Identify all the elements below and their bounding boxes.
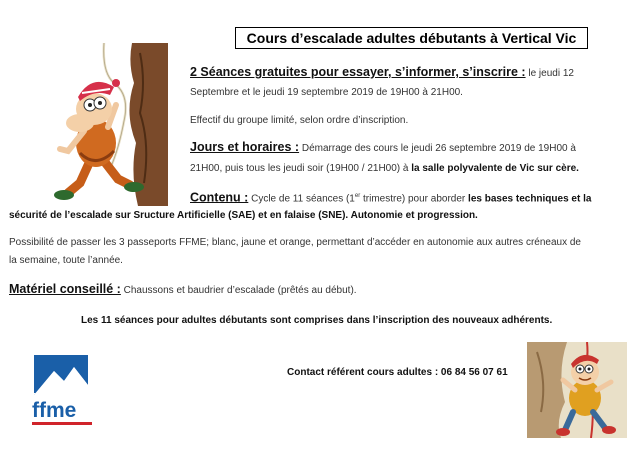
inscription-notice: Les 11 séances pour adultes débutants sont comprises dans l’inscription des nouveaux adhérents. — [81, 315, 553, 326]
climber-illustration-left — [20, 43, 168, 206]
schedule-line-1 — [190, 138, 576, 158]
schedule-heading: Jours et horaires : — [190, 140, 300, 154]
content-text-a2: trimestre) pour aborder — [360, 193, 469, 205]
free-sessions-text-a: le jeudi 12 — [525, 68, 574, 79]
schedule-line-2 — [190, 159, 579, 178]
group-size-text: Effectif du groupe limité, selon ordre d’inscription. — [190, 115, 409, 126]
schedule-venue: la salle polyvalente de Vic sur cère. — [411, 163, 579, 174]
content-line-2: sécurité de l’escalade sur Sructure Artificielle (SAE) et en falaise (SNE). Autonomie et progression. — [9, 210, 478, 221]
passports-line-1: Possibilité de passer les 3 passeports FFME; blanc, jaune et orange, permettant d’accéder en autonomie aux autres créneaux de — [9, 237, 581, 248]
schedule-text-b: 21H00, puis tous les jeudi soir (19H00 / 21H00) à — [190, 163, 412, 174]
equipment-line — [9, 280, 357, 300]
passports-line-2: la semaine, toute l’année. — [9, 255, 123, 266]
equipment-text: Chaussons et baudrier d’escalade (prêtés au début). — [120, 285, 357, 296]
content-text-a: Cycle de 11 séances (1 — [248, 193, 355, 205]
free-sessions-heading: 2 Séances gratuites pour essayer, s’informer, s’inscrire : — [190, 65, 526, 79]
free-sessions-line-1 — [190, 63, 574, 83]
content-sup: er — [354, 193, 361, 199]
schedule-text-a: Démarrage des cours le jeudi 26 septembre 2019 de 19H00 à — [299, 143, 576, 154]
equipment-heading: Matériel conseillé : — [9, 282, 121, 296]
contact-info: Contact référent cours adultes : 06 84 56 07 61 — [287, 367, 508, 378]
free-sessions-line-2: Septembre et le jeudi 19 septembre 2019 de 19H00 à 21H00. — [190, 87, 463, 98]
content-heading: Contenu : — [190, 190, 249, 205]
ffme-logo-text: ffme — [32, 399, 77, 422]
content-bold-a: les bases techniques et la — [468, 193, 592, 205]
climber-illustration-right — [527, 342, 627, 438]
document-title: Cours d’escalade adultes débutants à Vertical Vic — [235, 27, 588, 49]
ffme-logo — [30, 355, 95, 427]
